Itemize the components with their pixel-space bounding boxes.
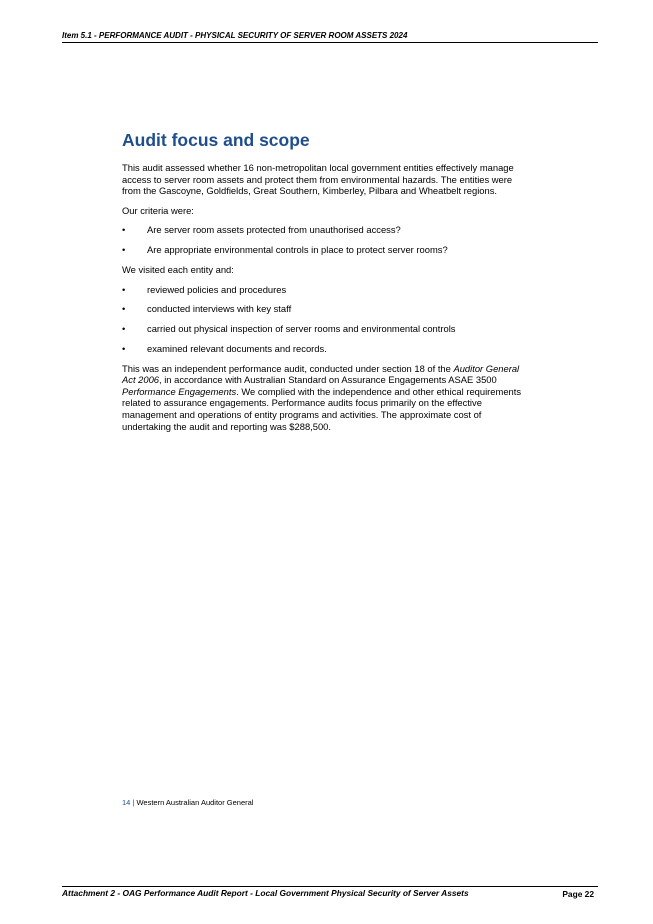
footer-text: Attachment 2 - OAG Performance Audit Report - Local Government Physical Security of Server Assets [62, 888, 469, 898]
closing-text-3: . We complied with the independence and other ethical requirements related to assurance engagements. Performance audits focus primarily on the effective management and operations of entity programs and activities. The approximate cost of undertaking the audit and reporting was $288,500. [122, 385, 522, 432]
bullet-icon: • [122, 323, 126, 335]
list-item-text: Are server room assets protected from unauthorised access? [147, 224, 401, 236]
bullet-icon: • [122, 224, 126, 236]
header-text: Item 5.1 - PERFORMANCE AUDIT - PHYSICAL SECURITY OF SERVER ROOM ASSETS 2024 [62, 31, 408, 40]
page-header [62, 30, 598, 43]
criteria-list [122, 224, 532, 255]
list-item [122, 323, 532, 335]
main-content [122, 128, 532, 440]
report-page-reference [122, 798, 253, 808]
list-item-text: reviewed policies and procedures [147, 283, 287, 295]
intro-paragraph: This audit assessed whether 16 non-metropolitan local government entities effectively manage access to server room assets and protect them from environmental hazards. The entities were from the Gascoyne, Goldfields, Great Southern, Kimberley, Pilbara and Wheatbelt regions. [122, 162, 514, 197]
criteria-intro: Our criteria were: [122, 204, 194, 216]
closing-text-1: This was an independent performance audit, conducted under section 18 of the [122, 362, 454, 374]
bullet-icon: • [122, 342, 126, 354]
report-publisher: Western Australian Auditor General [136, 798, 254, 807]
standard-name: Performance Engagements [122, 385, 237, 397]
list-item-text: conducted interviews with key staff [147, 303, 292, 315]
bullet-icon: • [122, 244, 126, 256]
section-title: Audit focus and scope [122, 130, 310, 150]
visits-list [122, 284, 532, 355]
page-footer [62, 886, 598, 899]
report-page-number: 14 [122, 798, 131, 807]
page-ref-separator: | [130, 798, 137, 807]
visits-intro: We visited each entity and: [122, 263, 234, 275]
list-item [122, 244, 532, 256]
list-item-text: Are appropriate environmental controls in place to protect server rooms? [147, 244, 448, 256]
list-item [122, 284, 532, 296]
list-item [122, 343, 532, 355]
list-item-text: examined relevant documents and records. [147, 342, 327, 354]
list-item [122, 303, 532, 315]
bullet-icon: • [122, 283, 126, 295]
closing-paragraph [122, 363, 532, 433]
list-item-text: carried out physical inspection of server rooms and environmental controls [147, 323, 456, 335]
act-name: Auditor General Act 2006 [122, 362, 520, 386]
bullet-icon: • [122, 303, 126, 315]
list-item [122, 224, 532, 236]
closing-text-2: , in accordance with Australian Standard on Assurance Engagements ASAE 3500 [159, 374, 497, 386]
footer-page-number: Page 22 [562, 889, 594, 899]
